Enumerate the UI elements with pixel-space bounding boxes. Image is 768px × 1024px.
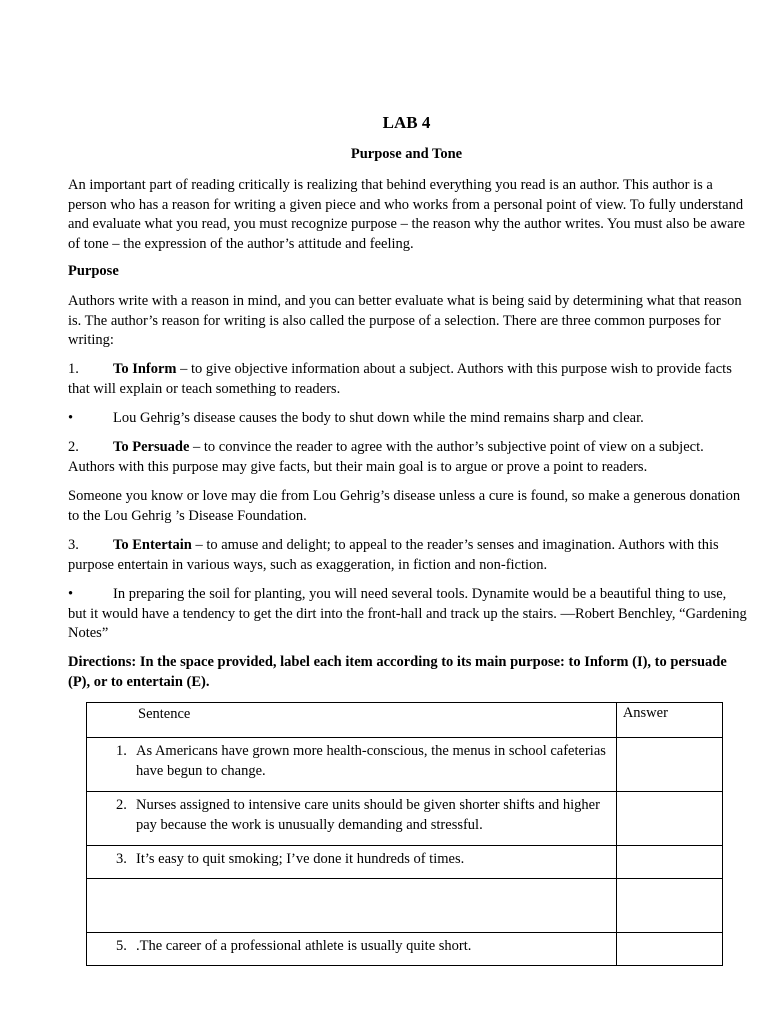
item-number: 1.: [68, 361, 79, 377]
purpose-persuade: [68, 438, 748, 477]
bullet-mark: •: [68, 410, 74, 426]
answer-table: [86, 702, 723, 966]
persuade-example: Someone you know or love may die from Lou Gehrig’s disease unless a cure is found, so make a generous donation to the Lou Gehrig ’s Disease Foundation.: [68, 488, 741, 524]
page-title: LAB 4: [382, 113, 431, 132]
page-subtitle: Purpose and Tone: [350, 146, 463, 162]
sentence-header: Sentence: [87, 703, 617, 738]
table-row: [87, 738, 723, 792]
entertain-example: [68, 585, 748, 644]
row-text: .The career of a professional athlete is usually quite short.: [136, 938, 472, 954]
purpose-inform: [68, 360, 748, 399]
table-row: [87, 792, 723, 846]
answer-header: Answer: [616, 703, 722, 738]
entertain-example-text: In preparing the soil for planting, you will need several tools. Dynamite would be a beautiful thing to use, but it would have a tendency to get the dirt into the front-hall and track up the stairs. —Robert Benchley, “Gardening Notes”: [68, 586, 747, 641]
inform-term: To Inform: [113, 361, 177, 377]
sentence-cell: [87, 792, 617, 846]
row-number: 3.: [116, 851, 127, 867]
entertain-term: To Entertain: [113, 537, 192, 553]
directions: Directions: In the space provided, label each item according to its main purpose: to Inform (I), to persuade (P), or to entertain (E).: [68, 654, 727, 690]
item-number: 2.: [68, 439, 79, 455]
answer-cell[interactable]: [616, 933, 722, 966]
sentence-cell: [87, 846, 617, 879]
answer-cell[interactable]: [616, 738, 722, 792]
table-row: [87, 933, 723, 966]
inform-example-text: Lou Gehrig’s disease causes the body to shut down while the mind remains sharp and clear.: [113, 410, 644, 426]
bullet-mark: •: [68, 586, 74, 602]
row-number: 5.: [116, 938, 127, 954]
table-header-row: [87, 703, 723, 738]
answer-cell[interactable]: [616, 792, 722, 846]
entertain-definition: – to amuse and delight; to appeal to the reader’s senses and imagination. Authors with this purpose entertain in various ways, such as exaggeration, in fiction and non-fiction.: [68, 537, 719, 573]
purpose-entertain: [68, 536, 748, 575]
row-text: As Americans have grown more health-conscious, the menus in school cafeterias have begun to change.: [136, 743, 606, 779]
inform-example: [68, 409, 748, 429]
table-row: [87, 879, 723, 933]
persuade-definition: – to convince the reader to agree with the author’s subjective point of view on a subject. Authors with this purpose may give facts, but their main goal is to argue or prove a point to readers.: [68, 439, 704, 475]
row-number: 2.: [116, 797, 127, 813]
inform-definition: – to give objective information about a subject. Authors with this purpose wish to provide facts that will explain or teach something to readers.: [68, 361, 732, 397]
purpose-heading: Purpose: [68, 263, 119, 279]
item-number: 3.: [68, 537, 79, 553]
persuade-term: To Persuade: [113, 439, 190, 455]
intro-paragraph: An important part of reading critically is realizing that behind everything you read is an author. This author is a person who has a reason for writing a given piece and who works from a personal point of view. To fully understand and evaluate what you read, you must recognize purpose – the reason why the author writes. You must also be aware of tone – the expression of the author’s attitude and feeling.: [68, 177, 745, 252]
row-text: Nurses assigned to intensive care units should be given shorter shifts and higher pay because the work is unusually demanding and stressful.: [136, 797, 600, 833]
answer-cell[interactable]: [616, 879, 722, 933]
row-text: It’s easy to quit smoking; I’ve done it hundreds of times.: [136, 851, 465, 867]
sentence-cell: [87, 933, 617, 966]
answer-cell[interactable]: [616, 846, 722, 879]
table-row: [87, 846, 723, 879]
row-number: 1.: [116, 743, 127, 759]
sentence-cell: [87, 738, 617, 792]
purpose-paragraph: Authors write with a reason in mind, and you can better evaluate what is being said by determining what that reason is. The author’s reason for writing is also called the purpose of a selection. There are three common purposes for writing:: [68, 293, 742, 348]
sentence-cell: [87, 879, 617, 933]
